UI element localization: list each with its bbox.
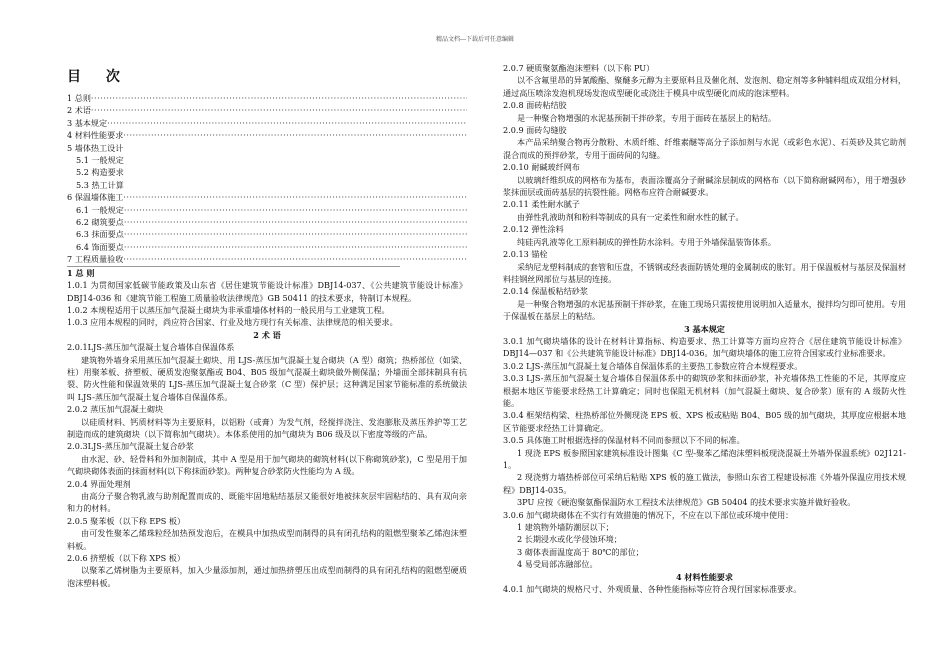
paragraph: 由高分子聚合物乳液与助剂配置而成的、既能牢固地粘结基层又能很好地被抹灰层牢固粘结的、具有双向亲和力的材料。 bbox=[67, 491, 467, 514]
clause: 2.0.13 锚栓 bbox=[503, 249, 548, 260]
toc-item[interactable] bbox=[67, 142, 467, 154]
clause: 2.0.12 弹性涂料 bbox=[503, 224, 564, 235]
paragraph: 1 现浇 EPS 板参照国家建筑标准设计图集《C 型-聚苯乙烯泡沫塑料板现浇混凝土外墙外保温系统》02J121-1。 bbox=[503, 447, 906, 470]
toc-item-label: 3 基本规定 bbox=[67, 117, 108, 128]
toc-leader-dots bbox=[124, 241, 467, 253]
clause: 2.0.9 面砖勾缝胶 bbox=[503, 125, 567, 136]
paragraph: 以聚苯乙烯树脂为主要原料，加入少量添加剂，通过加热挤塑压出成型而制得的具有闭孔结构的阻燃型硬质泡沫塑料板。 bbox=[67, 565, 467, 588]
toc-item[interactable] bbox=[67, 228, 467, 240]
right-column bbox=[503, 62, 906, 595]
toc-item[interactable] bbox=[67, 117, 467, 129]
toc-item-label: 2 术语 bbox=[67, 105, 91, 116]
clause: 2.0.8 面砖粘结胶 bbox=[503, 100, 567, 111]
paragraph: 纯硅丙乳液等化工原料制成的弹性防水涂料。专用于外墙保温装饰体系。 bbox=[517, 236, 777, 247]
clause: 3.0.6 加气砌块砌体在不实行有效措施的情况下，不应在以下部位或环境中使用： bbox=[503, 509, 794, 520]
clause: 3.0.1 加气砌块墙体的设计在材料计算指标、构造要求、热工计算等方面均应符合《居住建筑节能设计标准》DBJ14—037 和《公共建筑节能设计标准》DBJ14-036。加气砌块墙体的施工应符合国家或行业标准要求。 bbox=[503, 335, 906, 359]
paragraph: 以硅质材料、钙质材料等为主要原料，以铝粉（或膏）为发气剂，经搅拌浇注、发泡膨胀及蒸压养护等工艺制造而成的建筑砌块（以下简称加气砌块）。本体系使用的加气砌块为 B06 级及以下密度等级的产品。 bbox=[67, 416, 467, 439]
paragraph: 以不含氟里昂的异氰酸酯、聚醚多元醇为主要原料且及催化剂、发泡剂、稳定剂等多种辅料组成双组分材料，通过高压喷涂发泡机现场发泡成型硬化或浇注于模具中成型硬化而成的泡沫塑料。 bbox=[503, 75, 906, 98]
clause: 1.0.2 本规程适用于以蒸压加气混凝土砌块为非承重墙体材料的一般民用与工业建筑工程。 bbox=[67, 304, 390, 315]
clause: 2.0.14 保温板粘结砂浆 bbox=[503, 286, 588, 297]
paragraph: 由弹性乳液助剂和粉料等制成的具有一定柔性和耐水性的腻子。 bbox=[517, 211, 744, 222]
toc-item[interactable] bbox=[67, 204, 467, 216]
toc-item-label: 7 工程质量验收 bbox=[67, 254, 124, 265]
clause: 2.0.6 挤塑板（以下称 XPS 板） bbox=[67, 553, 185, 564]
toc-item[interactable] bbox=[67, 129, 467, 141]
clause: 2.0.11 柔性耐水腻子 bbox=[503, 199, 580, 210]
toc-item-label: 1 总则 bbox=[67, 93, 91, 103]
toc-leader-dots bbox=[123, 129, 467, 141]
toc-item-label: 5.1 一般规定 bbox=[76, 155, 124, 166]
paragraph: 由水泥、砂、轻骨料和外加剂制成，其中 A 型是用于加气砌块的砌筑材料(以下称砌筑砂浆)，C 型是用于加气砌块砌体表面的抹面材料(以下称抹面砂浆)。两种复合砂浆防火性能均为 A 级。 bbox=[67, 453, 467, 477]
toc-item-label: 4 材料性能要求 bbox=[67, 130, 124, 141]
toc-title: 目 次 bbox=[67, 69, 130, 85]
right-body bbox=[503, 62, 906, 595]
toc-item-label: 6.2 砌筑要点 bbox=[76, 217, 124, 228]
paragraph: 以玻璃纤维织成的网格布为基布，表面涂覆高分子耐碱涂层制成的网格布（以下简称耐碱网布），用于增强砂浆抹面层或面砖基层的抗裂性能。网格布应符合耐碱要求。 bbox=[503, 174, 906, 198]
clause: 2.0.3LJS-蒸压加气混凝土复合砂浆 bbox=[67, 441, 194, 452]
clause: 2.0.7 硬质聚氨酯泡沫塑料（以下称 PU） bbox=[503, 63, 655, 73]
toc-item-label: 6.3 抹面要点 bbox=[76, 229, 124, 240]
paragraph: 本产品采纳聚合物再分散粉、木质纤维、纤维素醚等高分子添加剂与水泥（或彩色水泥）、石英砂及其它助剂混合而成的预拌砂浆，专用于面砖间的勾缝。 bbox=[503, 137, 906, 160]
clause: 3.0.5 具体施工时根据选择的保温材料不同而参照以下不同的标准。 bbox=[503, 435, 745, 446]
page-header: 精品文档---下载后可任意编辑 bbox=[435, 36, 515, 43]
paragraph: 建筑物外墙身采用蒸压加气混凝土砌块、用 LJS-蒸压加气混凝土复合砌块（A 型）砌筑；热桥部位（如梁、柱）用聚苯板、挤塑板、硬质发泡聚氨酯或 B04、B05 级加气混凝土砌块做外侧保温；外墙面全部抹制具有抗裂、防火性能和保温效果的 LJS-蒸压加气混凝土复合砂浆（C 型）保护层；这种满足国家节能标准的系统做法叫 LJS-蒸压加气混凝土复合墙体自保温体系。 bbox=[67, 354, 467, 402]
chapter-heading: 4 材料性能要求 bbox=[675, 571, 733, 582]
paragraph: 2 长期浸水或化学侵蚀环境； bbox=[517, 534, 622, 545]
toc-item[interactable] bbox=[67, 216, 467, 228]
toc-leader-dots bbox=[124, 228, 467, 240]
toc-leader-dots bbox=[124, 216, 467, 228]
toc-item[interactable] bbox=[67, 179, 467, 191]
paragraph: 4 易受局部冻融部位。 bbox=[517, 559, 598, 570]
paragraph: 采纳尼龙塑料制成的套管和压盘，不锈钢或经表面防锈处理的金属制成的胀钉。用于保温板材与基层及保温材料挂钢丝网部位与基层的连接。 bbox=[503, 261, 906, 284]
left-body bbox=[67, 267, 467, 590]
clause: 2.0.5 聚苯板（以下称 EPS 板） bbox=[67, 515, 186, 526]
clause: 1.0.1 为贯彻国家低碳节能政策及山东省《居住建筑节能设计标准》DBJ14-037、《公共建筑节能设计标准》DBJ14-036 和《建筑节能工程施工质量验收法律规范》GB 50411 的技术要求，特制订本规程。 bbox=[67, 280, 467, 303]
toc-item[interactable] bbox=[67, 166, 467, 178]
clause: 2.0.2 蒸压加气混凝土砌块 bbox=[67, 404, 164, 415]
toc-item-label: 5.2 构造要求 bbox=[76, 167, 124, 178]
toc-item-label: 6 保温墙体施工 bbox=[67, 192, 124, 203]
toc-leader-dots bbox=[123, 191, 467, 203]
clause: 3.0.2 LJS-蒸压加气混凝土复合墙体自保温体系的主要热工参数应符合本规程要求。 bbox=[503, 360, 803, 371]
clause: 3.0.4 框架结构梁、柱热桥部位外侧现浇 EPS 板、XPS 板或粘贴 B04、B05 级的加气砌块，其厚度应根据本地区节能要求经热工计算确定。 bbox=[503, 410, 906, 433]
table-of-contents bbox=[67, 92, 467, 266]
chapter-heading: 2 术 语 bbox=[253, 329, 281, 340]
left-column bbox=[67, 62, 467, 589]
toc-leader-dots bbox=[123, 253, 467, 265]
toc-leader-dots bbox=[124, 204, 467, 216]
toc-item[interactable] bbox=[67, 191, 467, 203]
paragraph: 是一种聚合物增强的水泥基预制干拌砂浆，在施工现场只需按使用说明加入适量水，搅拌均匀即可使用。专用于保温板在基层上的粘结。 bbox=[503, 298, 906, 322]
clause: 2.0.4 界面处理剂 bbox=[67, 478, 131, 489]
paragraph: 由可发性聚苯乙烯珠粒经加热预发泡后，在模具中加热成型而制得的具有闭孔结构的阻燃型聚苯乙烯泡沫塑料板。 bbox=[67, 528, 467, 551]
paragraph: 2 现浇剪力墙热桥部位可采纳后粘贴 XPS 板的施工做法，参照山东省工程建设标准《外墙外保温应用技术规程》DBJ14-035。 bbox=[503, 472, 906, 495]
toc-item[interactable] bbox=[67, 92, 467, 104]
toc-item-label: 5 墙体热工设计 bbox=[67, 142, 124, 153]
clause: 4.0.1 加气砌块的规格尺寸、外观质量、各种性能指标等应符合现行国家标准要求。 bbox=[503, 584, 802, 595]
toc-item[interactable] bbox=[67, 104, 467, 116]
toc-item-label: 6.1 一般规定 bbox=[76, 204, 124, 215]
toc-leader-dots bbox=[91, 104, 467, 116]
toc-item-label: 6.4 饰面要点 bbox=[76, 241, 124, 252]
paragraph: 3PU 应按《硬泡聚氨酯保温防水工程技术法律规范》GB 50404 的技术要求实施并做好验收。 bbox=[517, 497, 856, 508]
toc-leader-dots bbox=[107, 117, 467, 129]
chapter-heading: 3 基本规定 bbox=[684, 323, 725, 334]
clause: 3.0.3 LJS-蒸压加气混凝土复合墙体自保温体系中的砌筑砂浆和抹面砂浆，补充墙体热工性能的不足，其厚度应根据本地区节能要求经热工计算确定；同时也保阻无机材料（加气混凝土砌块、复合砂浆）原有的 A 级防火性能。 bbox=[503, 373, 906, 408]
clause: 1.0.3 应用本规程的同时，尚应符合国家、行业及地方现行有关标准、法律规范的相关要求。 bbox=[67, 317, 398, 328]
toc-item[interactable] bbox=[67, 241, 467, 253]
clause: 2.0.10 耐碱玻纤网布 bbox=[503, 162, 580, 173]
toc-item[interactable] bbox=[67, 154, 467, 166]
clause: 2.0.1LJS-蒸压加气混凝土复合墙体自保温体系 bbox=[67, 342, 235, 353]
paragraph: 是一种聚合物增强的水泥基预制干拌砂浆，专用于面砖在基层上的粘结。 bbox=[517, 112, 777, 123]
chapter-heading: 1 总 则 bbox=[67, 267, 95, 278]
toc-item[interactable] bbox=[67, 253, 467, 265]
toc-leader-dots bbox=[91, 92, 467, 104]
toc-item-label: 5.3 热工计算 bbox=[76, 179, 124, 190]
paragraph: 3 砌体表面温度高于 80℃的部位； bbox=[517, 546, 644, 557]
paragraph: 1 建筑物外墙防潮层以下； bbox=[517, 522, 614, 533]
